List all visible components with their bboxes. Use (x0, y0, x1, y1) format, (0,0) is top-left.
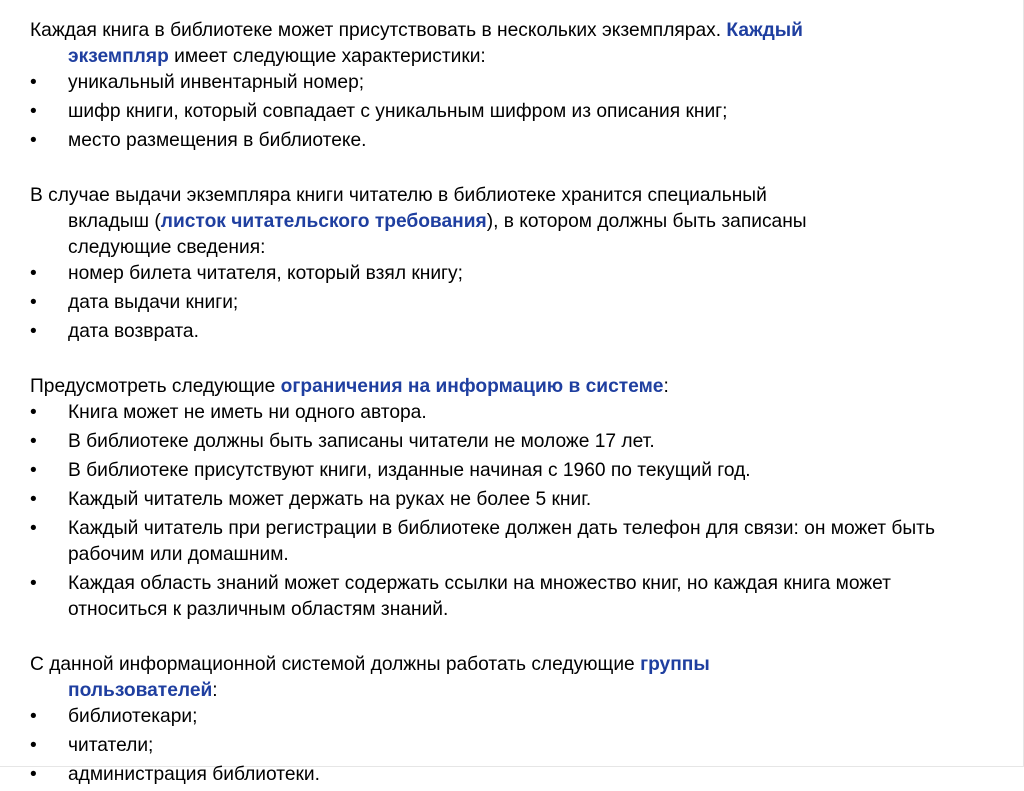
list-item (30, 487, 990, 513)
bullet-icon: • (30, 130, 37, 151)
list-item (30, 733, 990, 759)
list-item-text: номер билета читателя, который взял книгу; (68, 263, 463, 284)
list-item-text: администрация библиотеки. (68, 764, 320, 785)
bullet-icon: • (30, 402, 37, 423)
list-item-text: дата выдачи книги; (68, 292, 239, 313)
bullet-icon: • (30, 321, 37, 342)
list-item (30, 400, 990, 426)
bullet-icon: • (30, 489, 37, 510)
list-item (30, 261, 990, 287)
loan-intro-line1: В случае выдачи экземпляра книги читателю в библиотеке хранится специальный (30, 185, 767, 206)
user-groups-intro-post: : (212, 680, 218, 701)
copies-attributes-list (30, 70, 990, 154)
list-item (30, 70, 990, 96)
list-item-text: Книга может не иметь ни одного автора. (68, 402, 427, 423)
bullet-icon: • (30, 460, 37, 481)
copies-intro-line1: Каждая книга в библиотеке может присутствовать в нескольких экземплярах. (30, 20, 727, 41)
loan-intro-pre: вкладыш ( (68, 211, 161, 232)
constraints-intro-pre: Предусмотреть следующие (30, 376, 281, 397)
list-item-text: Каждый читатель может держать на руках не более 5 книг. (68, 489, 592, 510)
spacer (30, 348, 990, 374)
list-item-text: В библиотеке присутствуют книги, изданные начиная с 1960 по текущий год. (68, 460, 751, 481)
loan-intro-highlight: листок читательского требования (160, 211, 487, 232)
list-item (30, 290, 990, 316)
list-item (30, 704, 990, 730)
list-item-text: В библиотеке должны быть записаны читатели не моложе 17 лет. (68, 431, 655, 452)
copies-intro-continuation (30, 44, 990, 70)
copies-intro-highlight-2: экземпляр (68, 46, 169, 67)
bullet-icon: • (30, 764, 37, 785)
bullet-icon: • (30, 72, 37, 93)
list-item (30, 762, 990, 788)
loan-intro-line3: следующие сведения: (68, 237, 266, 258)
constraints-intro (30, 374, 990, 400)
user-groups-intro-pre: С данной информационной системой должны работать следующие (30, 654, 641, 675)
bullet-icon: • (30, 263, 37, 284)
copies-intro-rest: имеет следующие характеристики: (168, 46, 486, 67)
loan-intro-post: ), в котором должны быть записаны (486, 211, 807, 232)
user-groups-intro-continuation (30, 678, 990, 704)
loan-intro-continuation (30, 209, 990, 261)
bullet-icon: • (30, 735, 37, 756)
list-item-text: дата возврата. (68, 321, 199, 342)
loan-intro (30, 183, 990, 261)
spacer (30, 157, 990, 183)
list-item (30, 516, 990, 568)
user-groups-list (30, 704, 990, 788)
user-groups-intro-highlight-2: пользователей (68, 680, 213, 701)
bullet-icon: • (30, 518, 37, 539)
bullet-icon: • (30, 573, 37, 594)
bullet-icon: • (30, 101, 37, 122)
list-item (30, 99, 990, 125)
copies-intro-highlight-1: Каждый (726, 20, 803, 41)
list-item-text: читатели; (68, 735, 154, 756)
copies-intro (30, 18, 990, 70)
list-item-text: уникальный инвентарный номер; (68, 72, 365, 93)
list-item (30, 128, 990, 154)
list-item-text: библиотекари; (68, 706, 198, 727)
user-groups-intro (30, 652, 990, 704)
constraints-intro-highlight: ограничения на информацию в системе (280, 376, 664, 397)
user-groups-intro-highlight-1: группы (640, 654, 710, 675)
list-item (30, 429, 990, 455)
bullet-icon: • (30, 431, 37, 452)
list-item-text: Каждый читатель при регистрации в библиотеке должен дать телефон для связи: он может быть рабочим или домашним. (68, 518, 935, 565)
list-item (30, 319, 990, 345)
loan-fields-list (30, 261, 990, 345)
list-item-text: место размещения в библиотеке. (68, 130, 367, 151)
slide-text (30, 18, 990, 791)
constraints-list (30, 400, 990, 623)
list-item-text: шифр книги, который совпадает с уникальным шифром из описания книг; (68, 101, 728, 122)
bullet-icon: • (30, 706, 37, 727)
bullet-icon: • (30, 292, 37, 313)
list-item-text: Каждая область знаний может содержать ссылки на множество книг, но каждая книга может относиться к различным областям знаний. (68, 573, 891, 620)
list-item (30, 458, 990, 484)
list-item (30, 571, 990, 623)
spacer (30, 626, 990, 652)
constraints-intro-post: : (663, 376, 669, 397)
